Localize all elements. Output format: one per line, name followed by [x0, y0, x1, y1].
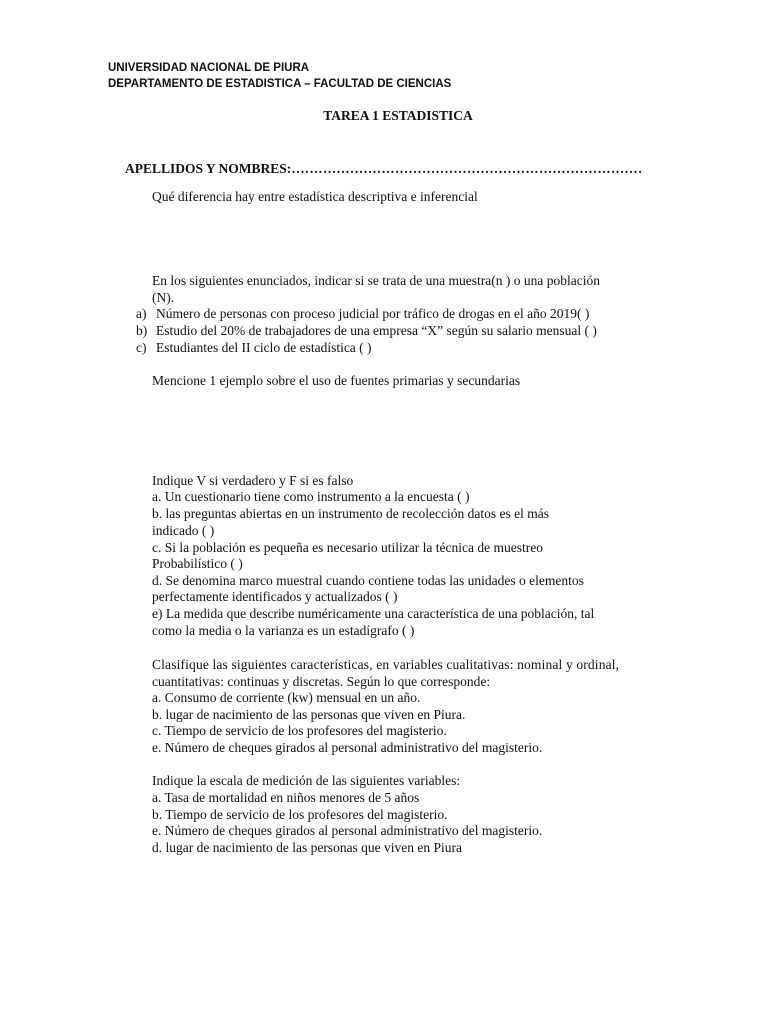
list-item-marker: a) [136, 306, 147, 321]
question-4-line: como la media o la varianza es un estadígrafo ( ) [152, 623, 415, 638]
list-item-marker: b) [136, 323, 148, 338]
list-item-marker: c) [136, 340, 147, 355]
question-5-line: b. lugar de nacimiento de las personas que viven en Piura. [152, 707, 466, 722]
question-4-line: a. Un cuestionario tiene como instrumento a la encuesta ( ) [152, 489, 470, 504]
question-5-line: c. Tiempo de servicio de los profesores del magisterio. [152, 723, 447, 738]
question-4-line: Probabilístico ( ) [152, 556, 243, 571]
question-6-line: Indique la escala de medición de las siguientes variables: [152, 773, 461, 788]
question-5-line: a. Consumo de corriente (kw) mensual en un año. [152, 690, 421, 705]
question-6-line: d. lugar de nacimiento de las personas que viven en Piura [152, 840, 463, 855]
department-name: DEPARTAMENTO DE ESTADISTICA – FACULTAD DE CIENCIAS [108, 78, 452, 90]
question-4-line: indicado ( ) [152, 523, 215, 538]
name-field-dots: …………………………………………………………………… [291, 161, 643, 176]
question-4-line: perfectamente identificados y actualizados ( ) [152, 589, 398, 604]
list-item: Número de personas con proceso judicial por tráfico de drogas en el año 2019( ) [156, 306, 590, 321]
list-item: Estudiantes del II ciclo de estadística ( ) [156, 340, 372, 355]
question-6-line: b. Tiempo de servicio de los profesores del magisterio. [152, 807, 448, 822]
question-4-line: d. Se denomina marco muestral cuando contiene todas las unidades o elementos [152, 573, 584, 588]
question-4-line: b. las preguntas abiertas en un instrumento de recolección datos es el más [152, 506, 549, 521]
question-1: Qué diferencia hay entre estadística descriptiva e inferencial [152, 189, 478, 204]
question-6-line: e. Número de cheques girados al personal administrativo del magisterio. [152, 823, 543, 838]
question-6-line: a. Tasa de mortalidad en niños menores de 5 años [152, 790, 420, 805]
question-5-line: Clasifique las siguientes características, en variables cualitativas: nominal y ordinal, [152, 657, 620, 672]
question-4-line: Indique V si verdadero y F si es falso [152, 473, 354, 488]
question-5-line: e. Número de cheques girados al personal administrativo del magisterio. [152, 740, 543, 755]
question-4-line: e) La medida que describe numéricamente una característica de una población, tal [152, 606, 595, 621]
page-title: TAREA 1 ESTADISTICA [323, 108, 473, 123]
question-3: Mencione 1 ejemplo sobre el uso de fuentes primarias y secundarias [152, 373, 521, 388]
question-2-intro-line-2: (N). [152, 290, 175, 305]
question-5-line: cuantitativas: continuas y discretas. Según lo que corresponde: [152, 674, 491, 689]
name-field [125, 161, 642, 178]
question-4-line: c. Si la población es pequeña es necesario utilizar la técnica de muestreo [152, 540, 543, 555]
name-field-label: APELLIDOS Y NOMBRES: [125, 161, 292, 176]
university-name: UNIVERSIDAD NACIONAL DE PIURA [108, 62, 310, 74]
list-item: Estudio del 20% de trabajadores de una empresa “X” según su salario mensual ( ) [156, 323, 597, 338]
question-2-intro-line-1: En los siguientes enunciados, indicar si se trata de una muestra(n ) o una población [152, 273, 600, 288]
